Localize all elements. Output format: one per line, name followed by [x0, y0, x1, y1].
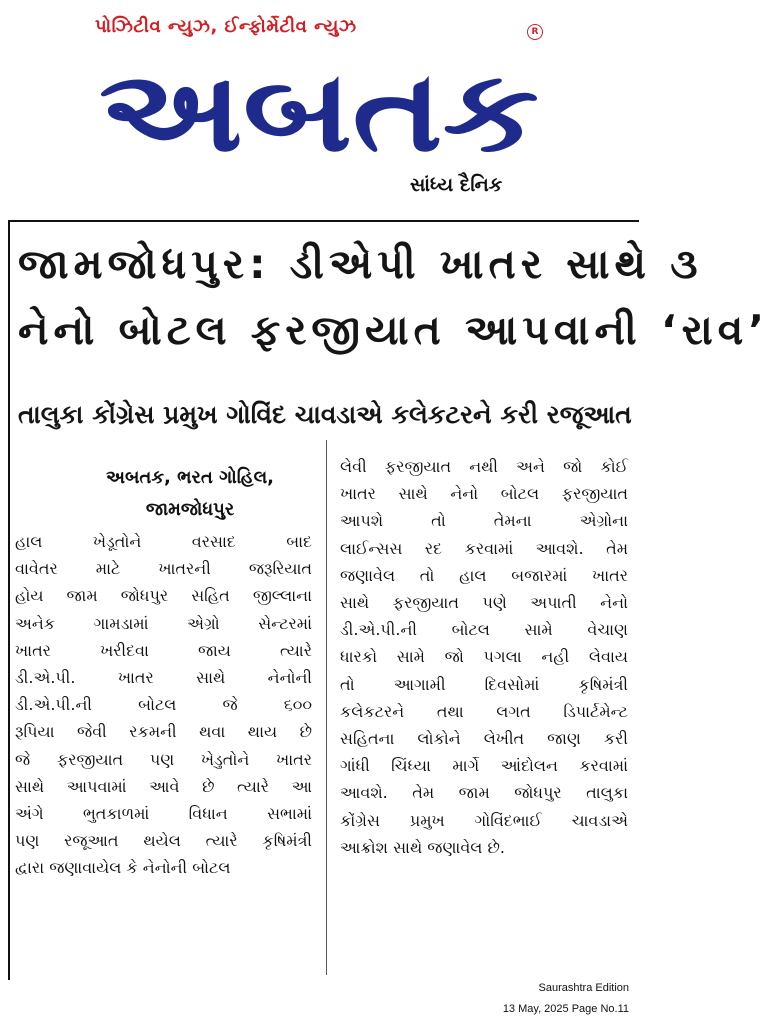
byline	[70, 462, 310, 526]
headline-line-2: નેનો બોટલ ફરજીયાત આપવાની ‘રાવ’	[18, 306, 769, 354]
article-line: આવશે. તેમ જામ જોધપુર તાલુકા	[340, 783, 628, 803]
article-line: આપશે તો તેમના એગ્રોના	[340, 511, 628, 531]
byline-author: અબતક, ભરત ગોહિલ,	[105, 467, 275, 488]
subheadline: તાલુકા કોંગ્રેસ પ્રમુખ ગોવિંદ ચાવડાએ કલેકટરને કરી રજૂઆત	[18, 400, 632, 429]
article-line: જે ફરજીયાત પણ ખેડુતોને ખાતર	[15, 749, 312, 769]
masthead	[0, 0, 639, 215]
registered-mark-icon: R	[527, 24, 543, 40]
headline-line-1: જામજોધપુર: ડીએપી ખાતર સાથે ૩	[18, 240, 703, 288]
article-line: ડી.એ.પી.ની બોટલ જે ૬૦૦	[15, 695, 312, 715]
article-line: પણ રજૂઆત થયેલ ત્યારે કૃષિમંત્રી	[15, 831, 312, 851]
logo-text: અબતક	[99, 47, 539, 177]
date-page-label: 13 May, 2025 Page No.11	[502, 1003, 629, 1015]
article-line: સહિતના લોકોને લેખીત જાણ કરી	[340, 729, 628, 749]
article-line: જણાવેલ તો હાલ બજારમાં ખાતર	[340, 565, 628, 585]
article-line: કોંગ્રેસ પ્રમુખ ગોવિંદભાઈ ચાવડાએ	[340, 810, 628, 830]
article-line: દ્વારા જણાવાયેલ કે નેનોની બોટલ	[15, 858, 231, 878]
masthead-subtitle: સાંધ્ય દૈનિક	[410, 174, 503, 196]
newspaper-logo	[97, 38, 541, 176]
article-line: લેવી ફરજીયાત નથી અને જો કોઈ	[340, 457, 628, 476]
article-line: હોય જામ જોધપુર સહિત જીલ્લાના	[15, 586, 312, 606]
article-column-2	[340, 453, 628, 861]
article-line: અનેક ગામડામાં એગ્રો સેન્ટરમાં	[15, 613, 312, 633]
edition-label: Saurashtra Edition	[538, 982, 629, 994]
article-line: ડી.એ.પી. ખાતર સાથે નેનોની	[15, 668, 312, 688]
article-line: રૂપિયા જેવી રકમની થવા થાય છે	[15, 722, 312, 742]
article-line: આક્રોશ સાથે જણાવેલ છે.	[340, 837, 505, 857]
article-line: હાલ ખેડૂતોને વરસાદ બાદ	[15, 532, 312, 551]
article-line: અંગે ભુતકાળમાં વિધાન સભામાં	[15, 804, 312, 824]
article-line: સાથે ફરજીયાત પણે અપાતી નેનો	[340, 593, 628, 613]
article-line: કલેકટરને તથા લગત ડિપાર્ટમેન્ટ	[340, 701, 628, 721]
article-line: ડી.એ.પી.ની બોટલ સામે વેચાણ	[340, 620, 628, 640]
article-column-1	[15, 528, 312, 882]
left-rule	[8, 220, 10, 980]
article-line: તો આગામી દિવસોમાં કૃષિમંત્રી	[340, 674, 628, 694]
article-line: ખાતર સાથે નેનો બોટલ ફરજીયાત	[340, 484, 628, 504]
top-rule	[8, 220, 639, 222]
article-line: લાઈન્સસ રદ કરવામાં આવશે. તેમ	[340, 538, 628, 558]
column-divider	[326, 440, 327, 975]
article-line: ખાતર ખરીદવા જાય ત્યારે	[15, 640, 312, 660]
byline-place: જામજોધપુર	[145, 499, 235, 520]
article-line: સાથે આપવામાં આવે છે ત્યારે આ	[15, 776, 312, 796]
article-line: ધારકો સામે જો પગલા નહી લેવાય	[340, 647, 628, 667]
article-line: ગાંધી ચિંધ્યા માર્ગે આંદોલન કરવામાં	[340, 756, 628, 776]
article-line: વાવેતર માટે ખાતરની જરૂરિયાત	[15, 559, 312, 579]
masthead-tagline: પોઝિટીવ ન્યુઝ, ઈન્ફોર્મેટીવ ન્યુઝ	[95, 16, 357, 37]
